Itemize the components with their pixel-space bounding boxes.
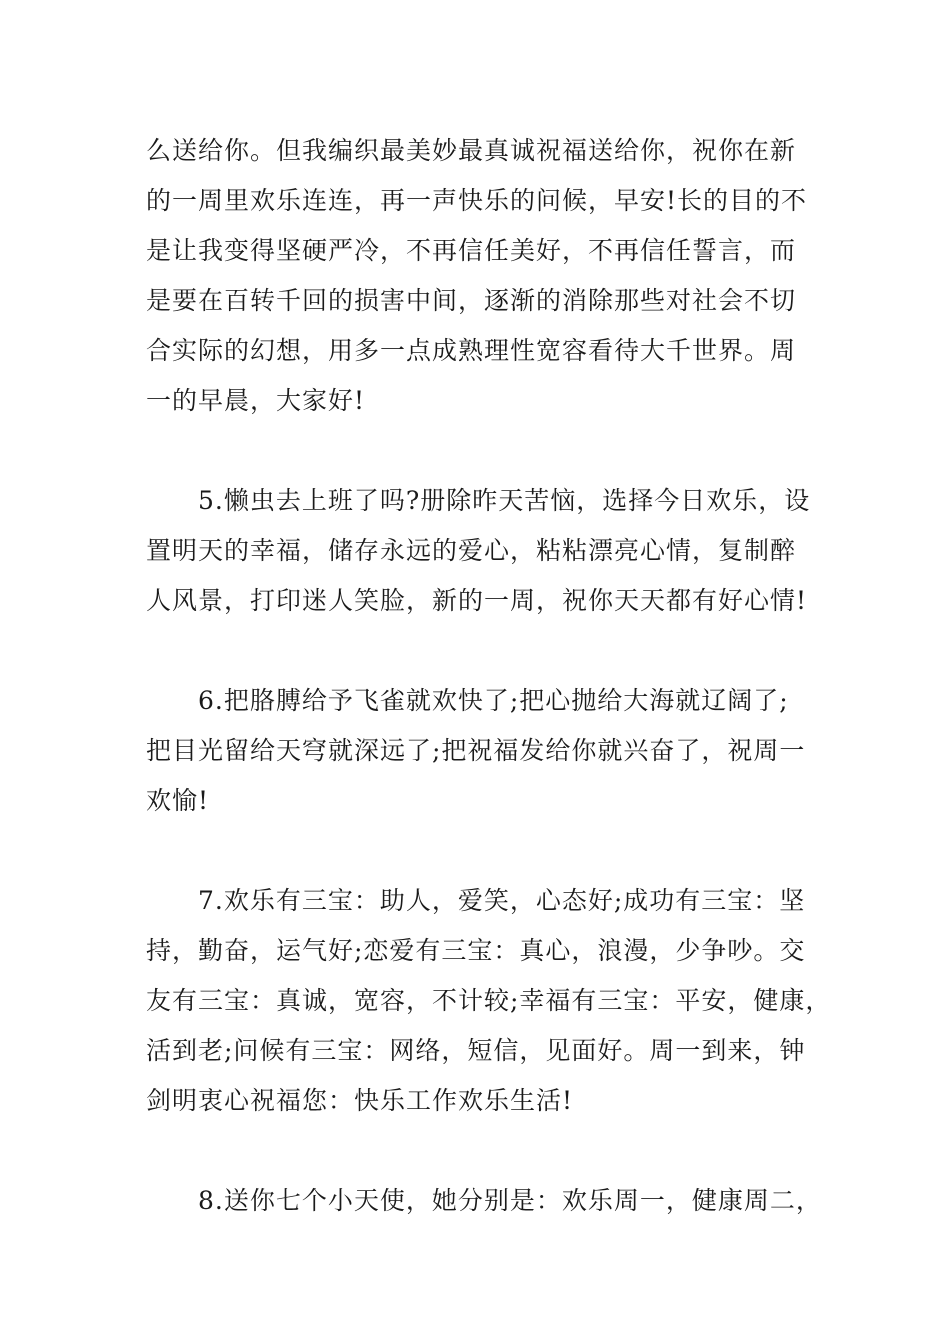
text-line: 剑明衷心祝福您：快乐工作欢乐生活!	[146, 1086, 574, 1115]
text-line: 人风景，打印迷人笑脸，新的一周，祝你天天都有好心情!	[146, 586, 808, 615]
text-line: 7.欢乐有三宝：助人，爱笑，心态好;成功有三宝：坚	[198, 886, 806, 915]
paragraph-continued	[146, 126, 826, 426]
text-line: 5.懒虫去上班了吗?册除昨天苦恼，选择今日欢乐，设	[198, 486, 811, 515]
text-line: 么送给你。但我编织最美妙最真诚祝福送给你，祝你在新	[146, 136, 797, 165]
paragraph-item-5	[146, 476, 826, 626]
text-line: 持，勤奋，运气好;恋爱有三宝：真心，浪漫，少争吵。交	[146, 936, 806, 965]
document-body	[146, 126, 832, 1226]
paragraph-item-7	[146, 876, 832, 1126]
text-line: 是要在百转千回的损害中间，逐渐的消除那些对社会不切	[146, 286, 797, 315]
text-line: 6.把胳膊给予飞雀就欢快了;把心抛给大海就辽阔了;	[198, 686, 789, 715]
text-line: 合实际的幻想，用多一点成熟理性宽容看待大千世界。周	[146, 336, 797, 365]
text-line: 活到老;问候有三宝：网络，短信，见面好。周一到来，钟	[146, 1036, 806, 1065]
text-line: 置明天的幸福，储存永远的爱心，粘粘漂亮心情，复制醉	[146, 536, 797, 565]
text-line: 的一周里欢乐连连，再一声快乐的问候，早安!长的目的不	[146, 186, 808, 215]
text-line: 友有三宝：真诚，宽容，不计较;幸福有三宝：平安，健康，	[146, 986, 832, 1015]
paragraph-item-6	[146, 676, 826, 826]
text-line: 欢愉!	[146, 786, 210, 815]
text-line: 8.送你七个小天使，她分别是：欢乐周一，健康周二，	[198, 1186, 822, 1215]
text-line: 是让我变得坚硬严冷，不再信任美好，不再信任誓言，而	[146, 236, 797, 265]
text-line: 一的早晨，大家好!	[146, 386, 366, 415]
text-line: 把目光留给天穹就深远了;把祝福发给你就兴奋了，祝周一	[146, 736, 806, 765]
paragraph-item-8	[146, 1176, 826, 1226]
